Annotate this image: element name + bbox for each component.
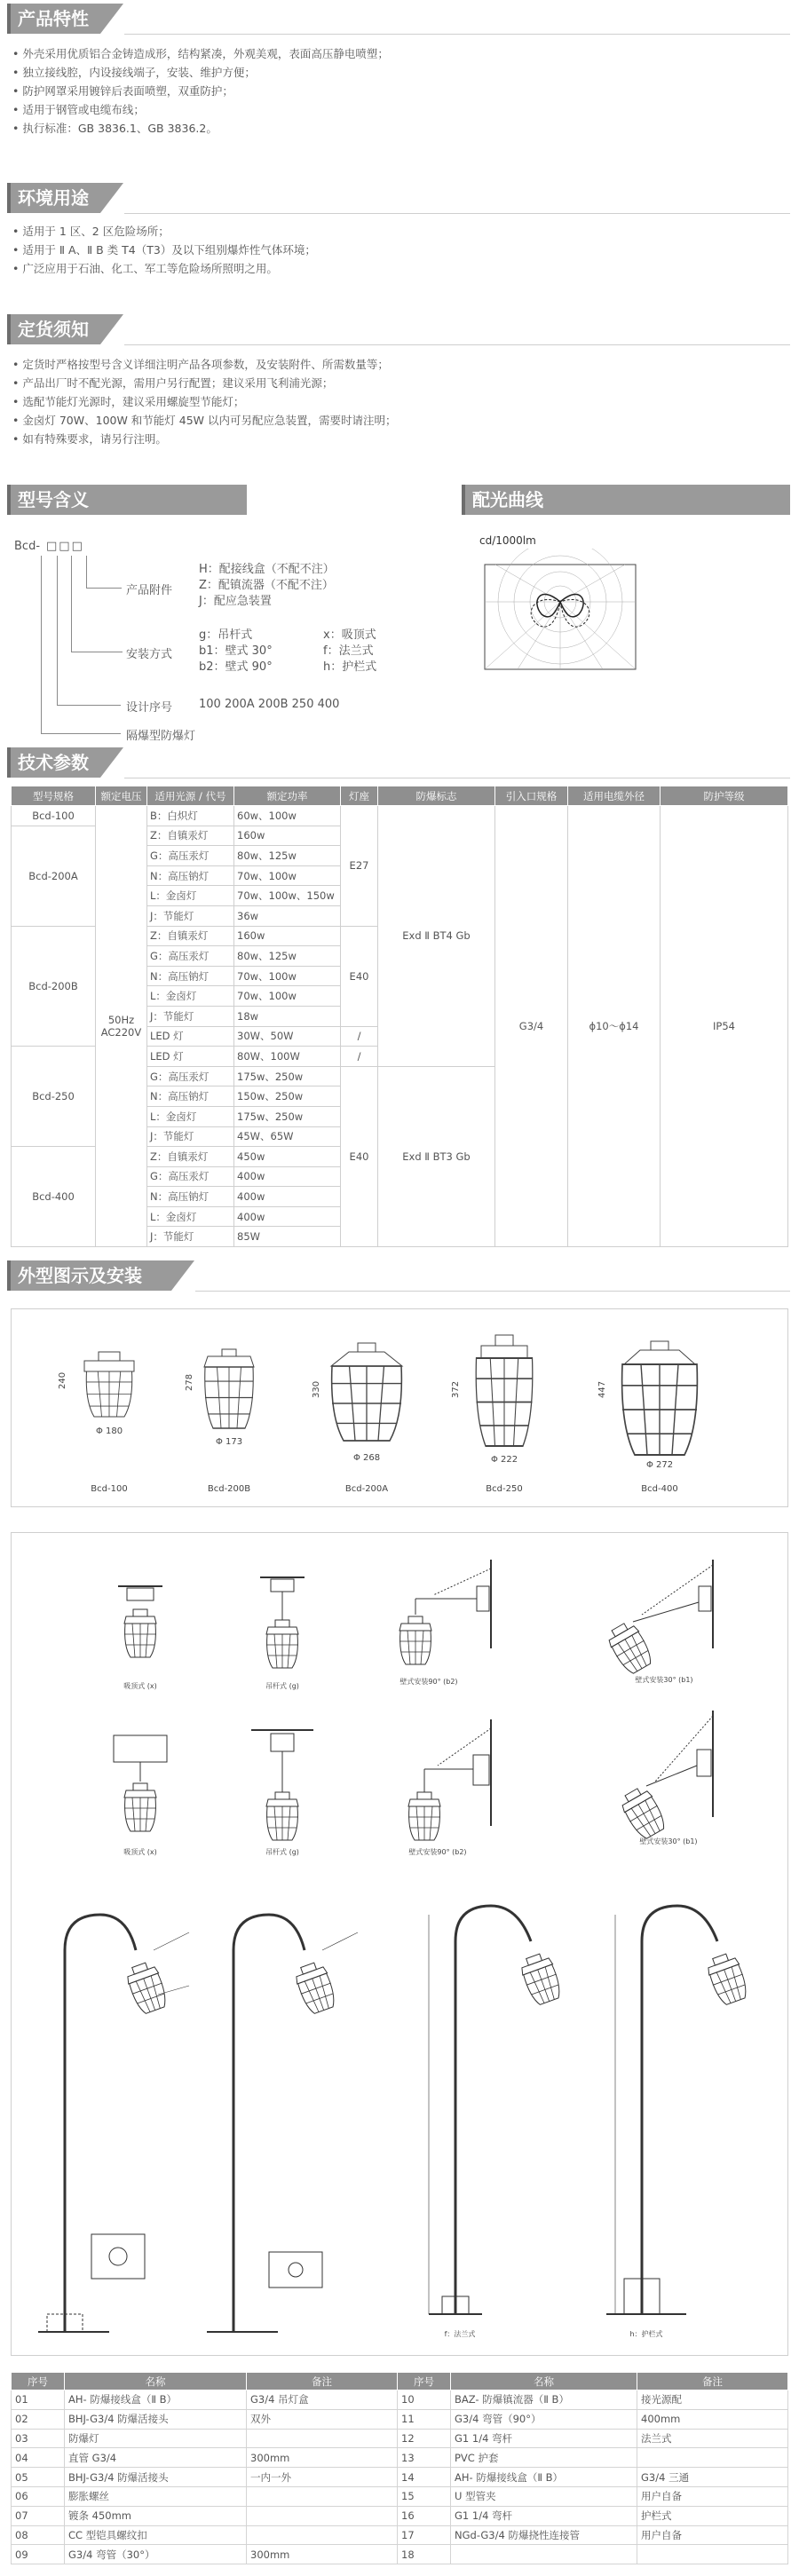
table-cell [637,2545,788,2564]
table-cell: 防爆灯 [65,2429,247,2448]
lamp-height-label: 372 [451,1380,461,1398]
table-cell: G3/4 吊灯盒 [247,2390,398,2410]
mount-option: h：护栏式 [323,660,377,674]
table-cell: U 型管夹 [451,2486,637,2506]
table-cell: 300mm [247,2448,398,2468]
column-header: 适用光源 / 代号 [147,786,234,806]
lamp-outline-drawings [12,1309,789,1508]
connector-line [41,556,42,733]
table-row [12,2429,788,2448]
socket-cell: / [341,1026,378,1047]
source-cell: G：高压汞灯 [147,846,234,866]
ip-cell: IP54 [661,806,788,1247]
table-cell: 06 [12,2486,65,2506]
model-cell: Bcd-100 [12,806,96,826]
table-cell: BAZ- 防爆镇流器（Ⅱ B） [451,2390,637,2410]
svg-text:壁式安装90° (b2): 壁式安装90° (b2) [408,1848,467,1856]
source-cell: G：高压汞灯 [147,1066,234,1087]
section-header-environment: 环境用途 [7,183,100,213]
lamp-height-label: 240 [58,1371,67,1389]
table-cell: G1 1/4 弯杆 [451,2429,637,2448]
lamp-model-caption: Bcd-200A [344,1484,389,1494]
column-header: 防爆标志 [378,786,495,806]
table-row [12,2448,788,2468]
pole-mount-diagram [38,1915,189,2332]
table-cell: 直管 G3/4 [65,2448,247,2468]
light-curve-chart [469,549,646,682]
source-cell: L：金卤灯 [147,1106,234,1126]
table-cell: NGd-G3/4 防爆挠性连接管 [451,2525,637,2545]
table-cell: 08 [12,2525,65,2545]
table-cell [637,2448,788,2468]
svg-text:壁式安装30° (b1): 壁式安装30° (b1) [639,1837,698,1845]
table-cell: CC 型铠具螺纹扣 [65,2525,247,2545]
power-cell: 70w、100w、150w [234,886,341,906]
source-cell: L：金卤灯 [147,886,234,906]
ceiling-mount-diagram [114,1735,167,1856]
parts-table [11,2372,788,2564]
list-item: • 如有特殊要求，请另行注明。 [12,430,397,448]
table-cell: 09 [12,2545,65,2564]
power-cell: 36w [234,905,341,926]
design-label: 设计序号 [126,701,173,715]
model-boxes: □□□ [46,540,84,553]
table-cell: 一内一外 [247,2468,398,2487]
column-header: 名称 [451,2373,637,2390]
inlet-cell: G3/4 [495,806,568,1247]
table-cell: 18 [398,2545,451,2564]
svg-text:吊杆式 (g): 吊杆式 (g) [265,1848,299,1856]
source-cell: N：高压钠灯 [147,1087,234,1107]
power-cell: 175w、250w [234,1106,341,1126]
wall-30-mount-diagram [604,1560,713,1684]
ordering-list [12,355,397,448]
accessory-option: J：配应急装置 [199,595,272,608]
section-header-model: 型号含义 [7,485,247,515]
connector-line [57,705,121,706]
lamp-height-label: 330 [312,1380,321,1398]
table-cell: G1 1/4 弯杆 [451,2506,637,2525]
table-cell: 镀条 450mm [65,2506,247,2525]
svg-text:吊杆式 (g): 吊杆式 (g) [265,1682,299,1690]
source-cell: N：高压钠灯 [147,865,234,886]
table-cell [247,2506,398,2525]
lamp-diameter-label: Φ 272 [646,1460,674,1470]
lamp-height-label: 278 [185,1373,194,1391]
power-cell: 45W、65W [234,1126,341,1147]
table-cell: 用户自备 [637,2525,788,2545]
list-item: • 外壳采用优质铝合金铸造成形，结构紧凑，外观美观，表面高压静电喷塑； [12,44,389,63]
accessory-label: 产品附件 [126,584,173,597]
power-cell: 85W [234,1227,341,1247]
socket-cell: / [341,1047,378,1067]
power-cell: 70w、100w [234,966,341,986]
table-cell: AH- 防爆接线盒（Ⅱ B） [451,2468,637,2487]
lamp-model-caption: Bcd-100 [91,1484,128,1494]
pendant-mount-diagram [260,1577,305,1690]
section-header-features: 产品特性 [7,4,100,34]
table-cell [451,2545,637,2564]
table-cell: PVC 护套 [451,2448,637,2468]
power-cell: 400w [234,1206,341,1227]
column-header: 灯座 [341,786,378,806]
connector-line [86,588,122,589]
divider [195,1291,790,1292]
spec-table [11,786,788,1247]
mount-option: x：吸顶式 [323,628,376,642]
table-row [12,2525,788,2545]
pendant-mount-diagram [251,1730,313,1856]
column-header: 额定功率 [234,786,341,806]
source-cell: L：金卤灯 [147,1206,234,1227]
power-cell: 70w、100w [234,865,341,886]
curve-unit: cd/1000lm [479,534,536,547]
table-cell: 03 [12,2429,65,2448]
table-header-row [12,786,788,806]
table-cell [247,2429,398,2448]
list-item: • 适用于 1 区、2 区危险场所； [12,222,316,241]
table-header-row [12,2373,788,2390]
table-cell: 用户自备 [637,2486,788,2506]
power-cell: 160w [234,826,341,846]
connector-line [41,733,121,734]
mount-option: g：吊杆式 [199,628,253,642]
voltage-cell: 50Hz AC220V [96,806,147,1247]
accessory-option: H：配接线盒（不配不注） [199,563,335,576]
lamp-height-label: 447 [597,1380,607,1398]
source-cell: Z：自镇汞灯 [147,826,234,846]
cable-cell: ϕ10～ϕ14 [568,806,661,1247]
list-item: • 独立接线腔，内设接线端子，安装、维护方便； [12,63,389,82]
mount-label: 安装方式 [126,648,173,661]
source-cell: LED 灯 [147,1026,234,1047]
list-item: • 适用于钢管或电缆布线； [12,100,389,119]
connector-line [86,556,87,588]
model-cell: Bcd-200A [12,826,96,926]
lamp-model-caption: Bcd-400 [641,1484,678,1494]
svg-text:壁式安装30° (b1): 壁式安装30° (b1) [635,1676,693,1684]
mount-option: b2：壁式 90° [199,660,273,674]
wall-90-mount-diagram [408,1719,491,1856]
installation-frame [11,1532,788,2356]
ex-mark-cell: Exd Ⅱ BT4 Gb [378,806,495,1067]
model-prefix: Bcd- [14,540,41,553]
design-values: 100 200A 200B 250 400 [199,698,340,711]
installation-drawings [12,1533,789,2357]
list-item: • 定货时严格按型号含义详细注明产品各项参数，及安装附件、所需数量等； [12,355,397,374]
table-cell: G3/4 弯管（30°） [65,2545,247,2564]
model-cell: Bcd-400 [12,1147,96,1247]
table-cell: BHJ-G3/4 防爆活接头 [65,2409,247,2429]
lamp-model-caption: Bcd-200B [207,1484,251,1494]
lamp-bcd-100-icon [84,1352,134,1417]
lamp-bcd-250-icon [476,1335,533,1446]
lamp-outline-frame [11,1308,788,1507]
source-cell: B：白炽灯 [147,806,234,826]
section-header-ordering: 定货须知 [7,314,100,344]
pole-mount-diagram [207,1915,358,2332]
table-cell: 护栏式 [637,2506,788,2525]
column-header: 型号规格 [12,786,96,806]
table-cell: 14 [398,2468,451,2487]
lamp-diameter-label: Φ 180 [96,1426,123,1436]
lamp-bcd-400-icon [622,1341,698,1455]
table-cell [247,2486,398,2506]
table-cell: 300mm [247,2545,398,2564]
table-cell: 双外 [247,2409,398,2429]
list-item: • 产品出厂时不配光源，需用户另行配置；建议采用飞利浦光源； [12,374,397,392]
table-row [12,2506,788,2525]
table-cell: 10 [398,2390,451,2410]
lamp-diameter-label: Φ 268 [353,1453,381,1463]
connector-line [57,556,58,705]
table-cell: 膨胀螺丝 [65,2486,247,2506]
source-cell: G：高压汞灯 [147,946,234,967]
table-cell [247,2525,398,2545]
table-row [12,2545,788,2564]
source-cell: LED 灯 [147,1047,234,1067]
lamp-bcd-200a-icon [331,1343,402,1441]
ceiling-mount-diagram [118,1586,162,1690]
table-cell: 02 [12,2409,65,2429]
table-row [12,806,788,826]
column-header: 名称 [65,2373,247,2390]
list-item: • 选配节能灯光源时，建议采用螺旋型节能灯； [12,392,397,411]
ex-mark-cell: Exd Ⅱ BT3 Gb [378,1066,495,1246]
mount-option: f：法兰式 [323,644,374,658]
power-cell: 175w、250w [234,1066,341,1087]
power-cell: 80w、125w [234,846,341,866]
list-item: • 防护网罩采用镀锌后表面喷塑，双重防护； [12,82,389,100]
mount-option: b1：壁式 30° [199,644,273,658]
svg-text:h：护栏式: h：护栏式 [629,2330,663,2338]
source-cell: L：金卤灯 [147,986,234,1007]
power-cell: 70w、100w [234,986,341,1007]
divider [124,34,790,35]
table-cell: 接光源配 [637,2390,788,2410]
power-cell: 80w、125w [234,946,341,967]
power-cell: 450w [234,1147,341,1167]
svg-text:壁式安装90° (b2): 壁式安装90° (b2) [400,1678,458,1686]
table-cell: 15 [398,2486,451,2506]
lamp-diameter-label: Φ 173 [216,1437,243,1447]
table-cell: 17 [398,2525,451,2545]
table-row [12,2409,788,2429]
section-header-appearance: 外型图示及安装 [7,1260,171,1291]
table-cell: 12 [398,2429,451,2448]
accessory-option: Z：配镇流器（不配不注） [199,579,334,592]
power-cell: 60w、100w [234,806,341,826]
column-header: 备注 [637,2373,788,2390]
environment-list [12,222,316,278]
column-header: 序号 [12,2373,65,2390]
flange-mount-diagram [429,1906,565,2338]
product-label: 隔爆型防爆灯 [126,730,196,743]
column-header: 适用电缆外径 [568,786,661,806]
model-cell: Bcd-200B [12,926,96,1047]
svg-text:吸顶式 (x): 吸顶式 (x) [123,1682,157,1690]
lamp-diameter-label: Φ 222 [491,1455,518,1465]
section-header-light-curve: 配光曲线 [462,485,790,515]
power-cell: 18w [234,1006,341,1026]
divider [124,213,790,214]
power-cell: 30W、50W [234,1026,341,1047]
table-cell: 07 [12,2506,65,2525]
svg-text:吸顶式 (x): 吸顶式 (x) [123,1848,157,1856]
power-cell: 80W、100W [234,1047,341,1067]
lamp-model-caption: Bcd-250 [486,1484,523,1494]
wall-30-mount-diagram [617,1711,713,1845]
divider [124,344,790,345]
features-list [12,44,389,138]
column-header: 引入口规格 [495,786,568,806]
socket-cell: E27 [341,806,378,927]
power-cell: 400w [234,1187,341,1207]
table-cell: 05 [12,2468,65,2487]
table-row [12,2468,788,2487]
source-cell: N：高压钠灯 [147,966,234,986]
socket-cell: E40 [341,1066,378,1246]
svg-text:f：法兰式: f：法兰式 [444,2330,476,2338]
source-cell: J：节能灯 [147,1006,234,1026]
model-cell: Bcd-250 [12,1047,96,1147]
column-header: 序号 [398,2373,451,2390]
list-item: • 金卤灯 70W、100W 和节能灯 45W 以内可另配应急装置，需要时请注明； [12,411,397,430]
table-row [12,2390,788,2410]
socket-cell: E40 [341,926,378,1026]
table-cell: AH- 防爆接线盒（Ⅱ B） [65,2390,247,2410]
table-cell: 400mm [637,2409,788,2429]
table-cell: 04 [12,2448,65,2468]
table-cell: 法兰式 [637,2429,788,2448]
column-header: 防护等级 [661,786,788,806]
connector-line [71,556,72,652]
power-cell: 150w、250w [234,1087,341,1107]
source-cell: J：节能灯 [147,905,234,926]
source-cell: G：高压汞灯 [147,1166,234,1187]
column-header: 备注 [247,2373,398,2390]
table-cell: G3/4 弯管（90°） [451,2409,637,2429]
guardrail-mount-diagram [606,1906,751,2338]
source-cell: Z：自镇汞灯 [147,926,234,946]
table-row [12,2486,788,2506]
source-cell: Z：自镇汞灯 [147,1147,234,1167]
lamp-bcd-200b-icon [204,1349,254,1428]
source-cell: J：节能灯 [147,1227,234,1247]
table-cell: G3/4 三通 [637,2468,788,2487]
power-cell: 400w [234,1166,341,1187]
column-header: 额定电压 [96,786,147,806]
source-cell: N：高压钠灯 [147,1187,234,1207]
table-cell: 01 [12,2390,65,2410]
model-meaning-diagram [14,540,458,744]
list-item: • 执行标准：GB 3836.1、GB 3836.2。 [12,119,389,138]
list-item: • 适用于 Ⅱ A、Ⅱ B 类 T4（T3）及以下组别爆炸性气体环境； [12,241,316,259]
section-header-tech: 技术参数 [7,747,100,778]
table-cell: 13 [398,2448,451,2468]
power-cell: 160w [234,926,341,946]
table-cell: 11 [398,2409,451,2429]
table-cell: BHJ-G3/4 防爆活接头 [65,2468,247,2487]
wall-90-mount-diagram [400,1560,491,1686]
list-item: • 广泛应用于石油、化工、军工等危险场所照明之用。 [12,259,316,278]
table-cell: 16 [398,2506,451,2525]
source-cell: J：节能灯 [147,1126,234,1147]
